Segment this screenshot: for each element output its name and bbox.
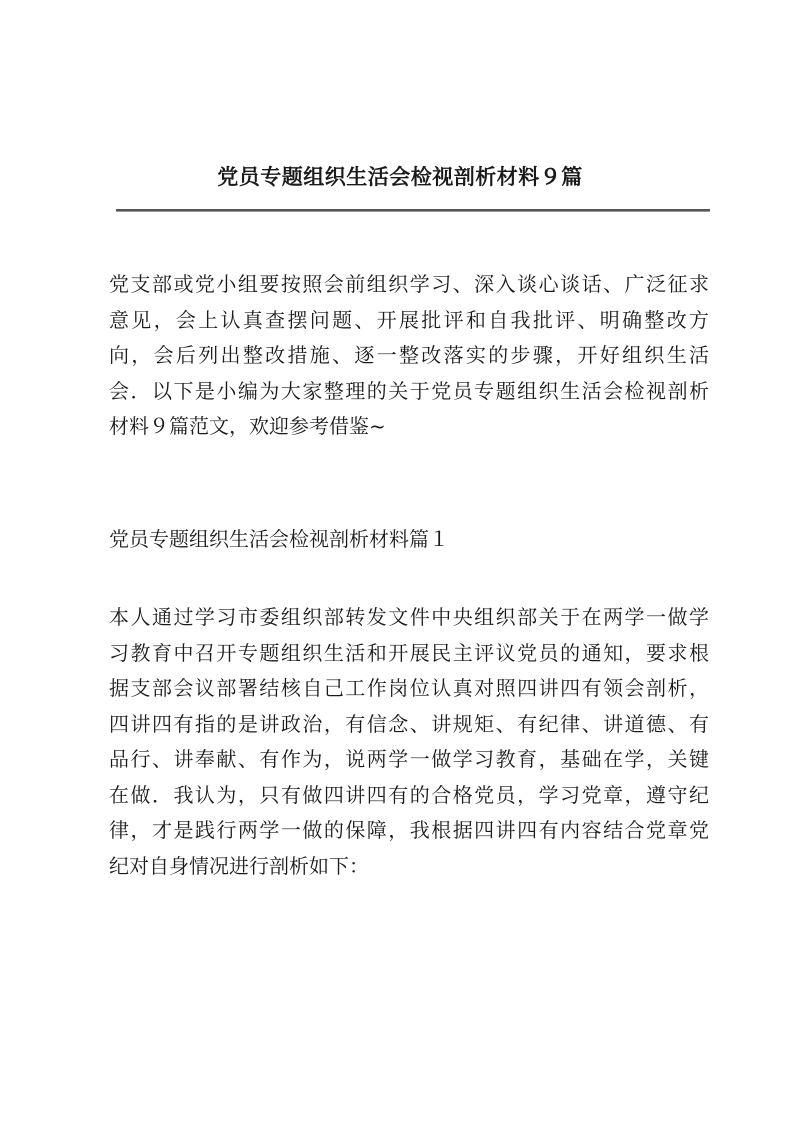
intro-line: 会．以下是小编为大家整理的关于党员专题组织生活会检视剖析	[109, 378, 709, 403]
document-title: 党员专题组织生活会检视剖析材料９篇	[217, 164, 583, 189]
intro-line: 向，会后列出整改措施、逐一整改落实的步骤，开好组织生活	[109, 343, 709, 367]
body-line: 本人通过学习市委组织部转发文件中央组织部关于在两学一做学	[109, 605, 709, 629]
section-heading: 党员专题组织生活会检视剖析材料篇１	[109, 527, 449, 551]
body-line: 四讲四有指的是讲政治，有信念、讲规矩、有纪律、讲道德、有	[109, 711, 709, 736]
body-line: 习教育中召开专题组织生活和开展民主评议党员的通知，要求根	[109, 640, 709, 665]
intro-paragraph	[109, 267, 709, 445]
body-paragraph	[109, 600, 709, 884]
intro-line: 党支部或党小组要按照会前组织学习、深入谈心谈话、广泛征求	[109, 272, 709, 296]
body-line: 在做．我认为，只有做四讲四有的合格党员，学习党章，遵守纪	[109, 782, 709, 807]
body-line: 纪对自身情况进行剖析如下：	[109, 853, 369, 878]
title-underline-divider	[116, 209, 710, 212]
body-line: 据支部会议部署结核自己工作岗位认真对照四讲四有领会剖析，	[109, 676, 709, 700]
body-line: 律，才是践行两学一做的保障，我根据四讲四有内容结合党章党	[109, 818, 709, 842]
intro-line: 意见，会上认真查摆问题、开展批评和自我批评、明确整改方	[109, 307, 709, 332]
intro-line: 材料９篇范文，欢迎参考借鉴~	[109, 414, 386, 438]
body-line: 品行、讲奉献、有作为，说两学一做学习教育，基础在学，关键	[109, 747, 709, 771]
